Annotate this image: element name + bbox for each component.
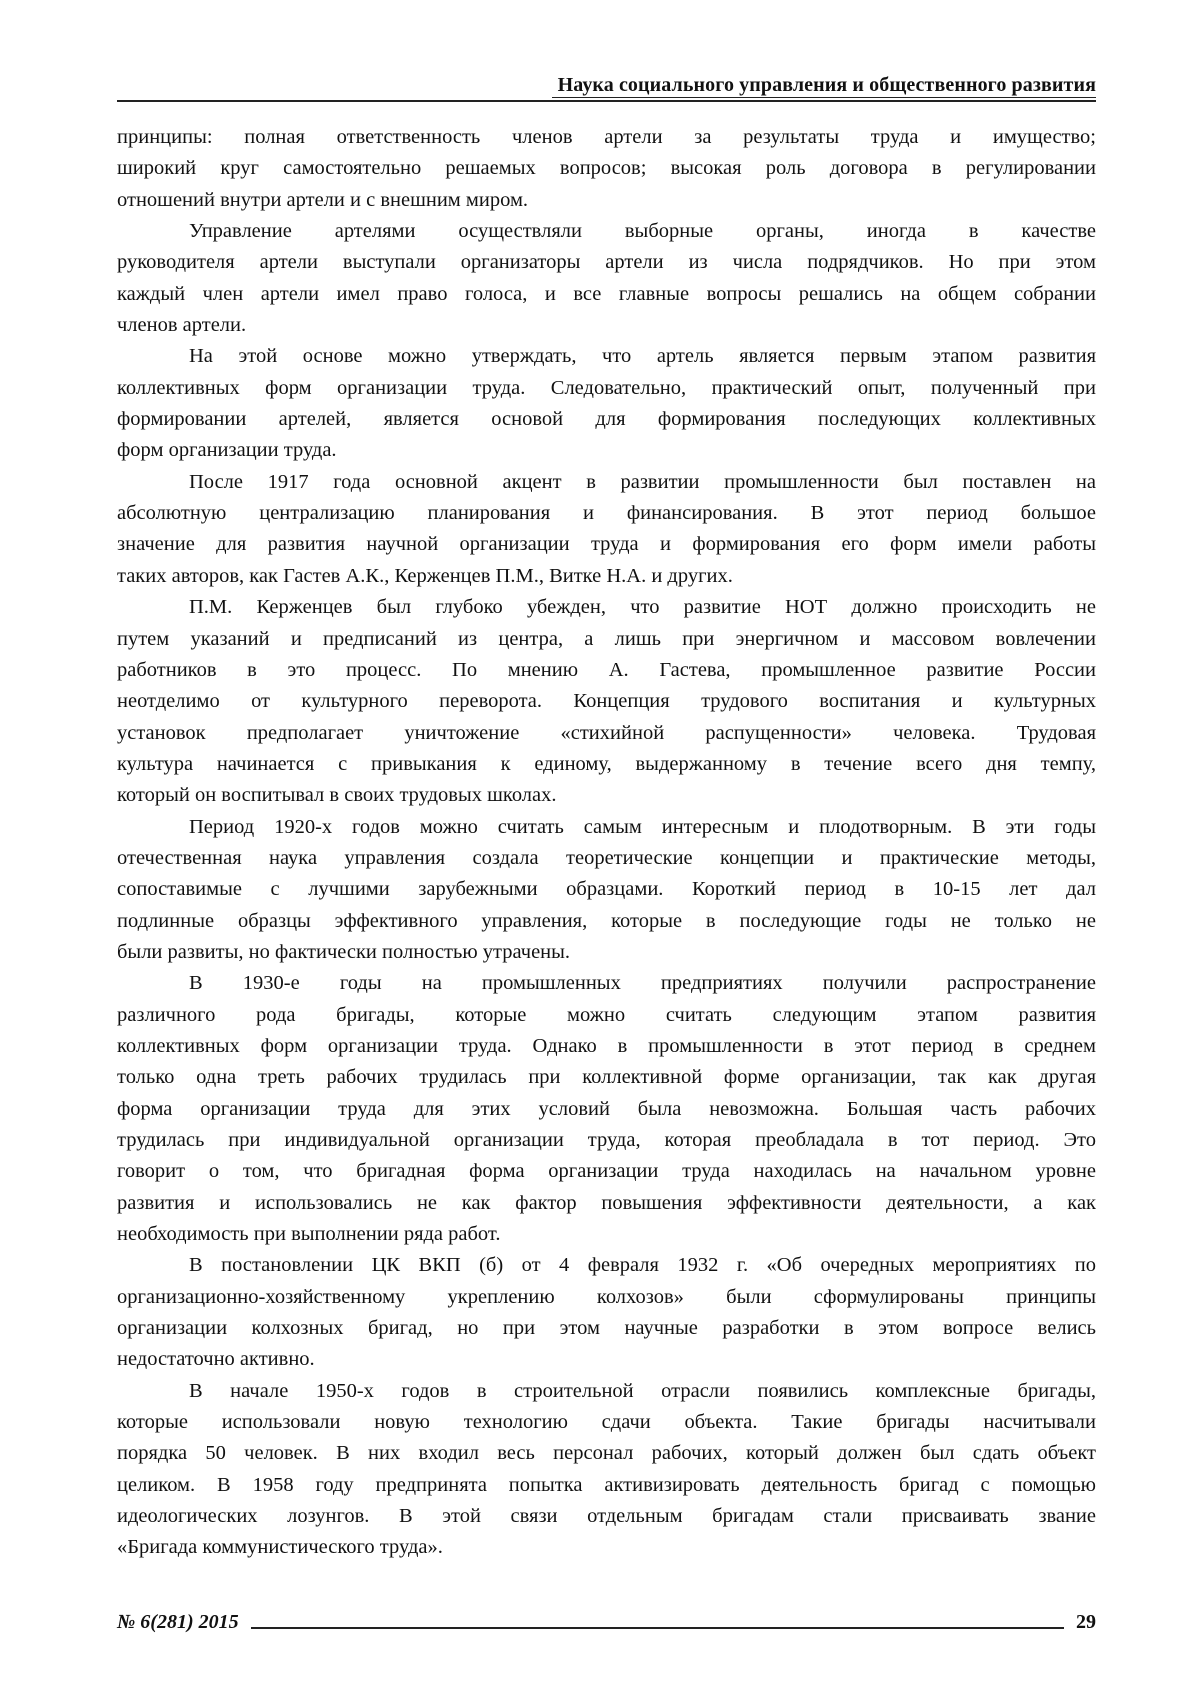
text-line: абсолютную централизацию планирования и финансирования. В этот период большое bbox=[117, 498, 1096, 529]
text-line: трудилась при индивидуальной организации труда, которая преобладала в тот период. Это bbox=[117, 1125, 1096, 1156]
text-line: После 1917 года основной акцент в развитии промышленности был поставлен на bbox=[117, 467, 1096, 498]
text-line: установок предполагает уничтожение «стихийной распущенности» человека. Трудовая bbox=[117, 718, 1096, 749]
paragraph bbox=[117, 122, 1096, 216]
text-line: необходимость при выполнении ряда работ. bbox=[117, 1219, 1096, 1250]
text-line: П.М. Керженцев был глубоко убежден, что развитие НОТ должно происходить не bbox=[117, 592, 1096, 623]
issue-number: № 6(281) 2015 bbox=[117, 1611, 239, 1634]
text-line: недостаточно активно. bbox=[117, 1344, 1096, 1375]
text-line: руководителя артели выступали организаторы артели из числа подрядчиков. Но при этом bbox=[117, 247, 1096, 278]
journal-title: Наука социального управления и общественного развития bbox=[552, 74, 1096, 98]
text-line: Управление артелями осуществляли выборные органы, иногда в качестве bbox=[117, 216, 1096, 247]
text-line: который он воспитывал в своих трудовых школах. bbox=[117, 780, 1096, 811]
text-line: коллективных форм организации труда. Следовательно, практический опыт, полученный при bbox=[117, 373, 1096, 404]
text-line: таких авторов, как Гастев А.К., Керженцев П.М., Витке Н.А. и других. bbox=[117, 561, 1096, 592]
text-line: форма организации труда для этих условий была невозможна. Большая часть рабочих bbox=[117, 1094, 1096, 1125]
text-line: принципы: полная ответственность членов артели за результаты труда и имущество; bbox=[117, 122, 1096, 153]
paragraph bbox=[117, 1376, 1096, 1564]
text-line: неотделимо от культурного переворота. Концепция трудового воспитания и культурных bbox=[117, 686, 1096, 717]
text-line: различного рода бригады, которые можно считать следующим этапом развития bbox=[117, 1000, 1096, 1031]
text-line: отечественная наука управления создала теоретические концепции и практические методы, bbox=[117, 843, 1096, 874]
text-line: только одна треть рабочих трудилась при коллективной форме организации, так как другая bbox=[117, 1062, 1096, 1093]
text-line: подлинные образцы эффективного управления, которые в последующие годы не только не bbox=[117, 906, 1096, 937]
text-line: отношений внутри артели и с внешним миром. bbox=[117, 185, 1096, 216]
paragraph bbox=[117, 216, 1096, 341]
text-line: организации колхозных бригад, но при этом научные разработки в этом вопросе велись bbox=[117, 1313, 1096, 1344]
paragraph bbox=[117, 467, 1096, 592]
text-line: коллективных форм организации труда. Однако в промышленности в этот период в среднем bbox=[117, 1031, 1096, 1062]
page-number: 29 bbox=[1076, 1611, 1096, 1634]
text-line: значение для развития научной организации труда и формирования его форм имели работы bbox=[117, 529, 1096, 560]
text-line: порядка 50 человек. В них входил весь персонал рабочих, который должен был сдать объект bbox=[117, 1438, 1096, 1469]
text-line: идеологических лозунгов. В этой связи отдельным бригадам стали присваивать звание bbox=[117, 1501, 1096, 1532]
text-line: Период 1920-х годов можно считать самым интересным и плодотворным. В эти годы bbox=[117, 812, 1096, 843]
text-line: В 1930-е годы на промышленных предприятиях получили распространение bbox=[117, 968, 1096, 999]
text-line: работников в это процесс. По мнению А. Гастева, промышленное развитие России bbox=[117, 655, 1096, 686]
paragraph bbox=[117, 592, 1096, 811]
text-line: На этой основе можно утверждать, что артель является первым этапом развития bbox=[117, 341, 1096, 372]
text-line: организационно-хозяйственному укреплению колхозов» были сформулированы принципы bbox=[117, 1282, 1096, 1313]
text-line: В начале 1950-х годов в строительной отрасли появились комплексные бригады, bbox=[117, 1376, 1096, 1407]
paragraph bbox=[117, 341, 1096, 466]
text-line: говорит о том, что бригадная форма организации труда находилась на начальном уровне bbox=[117, 1156, 1096, 1187]
text-line: членов артели. bbox=[117, 310, 1096, 341]
text-line: широкий круг самостоятельно решаемых вопросов; высокая роль договора в регулировании bbox=[117, 153, 1096, 184]
text-line: развития и использовались не как фактор повышения эффективности деятельности, а как bbox=[117, 1188, 1096, 1219]
text-line: сопоставимые с лучшими зарубежными образцами. Короткий период в 10-15 лет дал bbox=[117, 874, 1096, 905]
text-line: каждый член артели имел право голоса, и все главные вопросы решались на общем собрании bbox=[117, 279, 1096, 310]
text-line: «Бригада коммунистического труда». bbox=[117, 1532, 1096, 1563]
footer-rule bbox=[251, 1627, 1064, 1629]
text-line: которые использовали новую технологию сдачи объекта. Такие бригады насчитывали bbox=[117, 1407, 1096, 1438]
text-line: были развиты, но фактически полностью утрачены. bbox=[117, 937, 1096, 968]
text-line: формировании артелей, является основой для формирования последующих коллективных bbox=[117, 404, 1096, 435]
running-header bbox=[117, 66, 1096, 102]
text-line: форм организации труда. bbox=[117, 435, 1096, 466]
paragraph bbox=[117, 812, 1096, 969]
paragraph bbox=[117, 968, 1096, 1250]
text-line: культура начинается с привыкания к единому, выдержанному в течение всего дня темпу, bbox=[117, 749, 1096, 780]
article-body bbox=[117, 122, 1096, 1564]
paragraph bbox=[117, 1250, 1096, 1375]
text-line: путем указаний и предписаний из центра, а лишь при энергичном и массовом вовлечении bbox=[117, 624, 1096, 655]
text-line: целиком. В 1958 году предпринята попытка активизировать деятельность бригад с помощью bbox=[117, 1470, 1096, 1501]
page-footer bbox=[117, 1604, 1096, 1634]
text-line: В постановлении ЦК ВКП (б) от 4 февраля 1932 г. «Об очередных мероприятиях по bbox=[117, 1250, 1096, 1281]
